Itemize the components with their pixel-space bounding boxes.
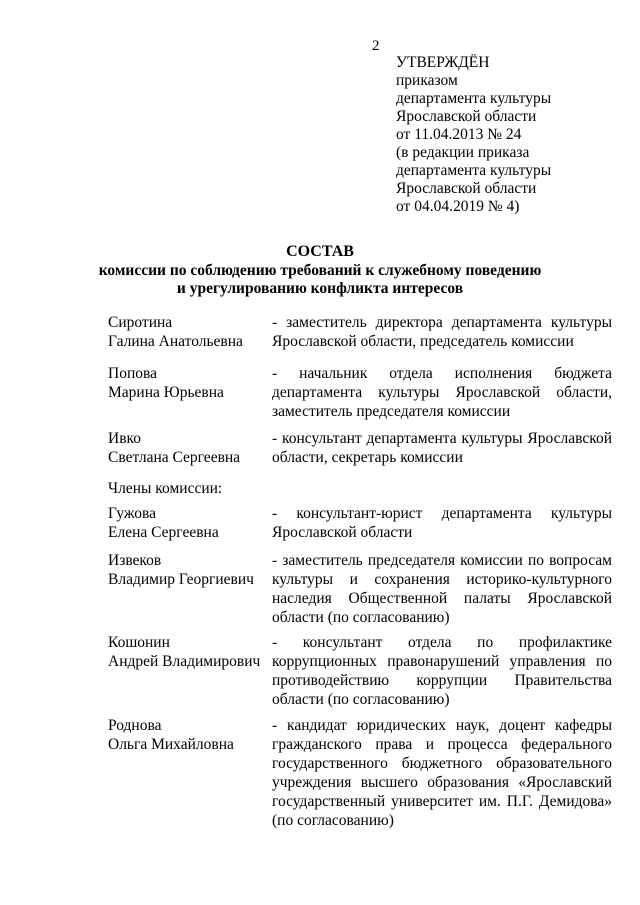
member-surname: Роднова (108, 717, 162, 734)
member-surname: Извеков (108, 552, 162, 569)
approval-line: УТВЕРЖДЁН (396, 54, 490, 71)
member-role: - заместитель председателя комиссии по вопросам культуры и сохранения историко-культурного наследия Общественной палаты Ярославской области (по согласованию) (272, 552, 612, 626)
subtitle-line: и урегулированию конфликта интересов (176, 280, 464, 297)
document-subtitle (80, 262, 560, 298)
member-given-names: Ольга Михайловна (108, 736, 234, 753)
approval-line: департамента культуры (396, 90, 552, 107)
members-heading: Члены комиссии: (108, 480, 223, 497)
member-role: - кандидат юридических наук, доцент кафедры гражданского права и процесса федерального государственного бюджетного образовательного учреждения высшего образования «Ярославский государственный университет им. П.Г. Демидова» (по согласованию) (272, 717, 612, 829)
member-name (108, 716, 268, 754)
page-number: 2 (372, 38, 380, 54)
member-given-names: Елена Сергеевна (108, 524, 219, 541)
member-given-names: Марина Юрьевна (108, 384, 224, 401)
approval-line: приказом (396, 72, 458, 89)
member-surname: Сиротина (108, 314, 173, 331)
member-surname: Попова (108, 365, 157, 382)
approval-block (396, 54, 636, 216)
member-role: - консультант департамента культуры Ярославской области, секретарь комиссии (272, 430, 612, 466)
member-name (108, 429, 268, 467)
member-given-names: Галина Анатольевна (108, 333, 243, 350)
member-given-names: Андрей Владимирович (108, 653, 261, 670)
member-name (108, 551, 268, 589)
member-role: - заместитель директора департамента культуры Ярославской области, председатель комиссии (272, 314, 612, 350)
member-role: - начальник отдела исполнения бюджета департамента культуры Ярославской области, заместитель председателя комиссии (272, 365, 612, 420)
member-role: - консультант отдела по профилактике коррупционных правонарушений управления по противодействию коррупции Правительства области (по согласованию) (272, 634, 612, 708)
approval-line: Ярославской области (396, 180, 537, 197)
member-given-names: Владимир Георгиевич (108, 571, 254, 588)
member-name (108, 504, 268, 542)
approval-line: департамента культуры (396, 162, 552, 179)
document-title: СОСТАВ (286, 243, 354, 260)
member-surname: Гужова (108, 505, 156, 522)
approval-line: от 04.04.2019 № 4) (396, 198, 520, 215)
member-name (108, 633, 268, 671)
member-surname: Ивко (108, 430, 142, 447)
member-name (108, 313, 268, 351)
member-name (108, 364, 268, 402)
approval-line: (в редакции приказа (396, 144, 530, 161)
approval-line: Ярославской области (396, 108, 537, 125)
member-role: - консультант-юрист департамента культуры Ярославской области (272, 505, 612, 541)
member-surname: Кошонин (108, 634, 170, 651)
member-given-names: Светлана Сергеевна (108, 449, 241, 466)
approval-line: от 11.04.2013 № 24 (396, 126, 522, 143)
subtitle-line: комиссии по соблюдению требований к служебному поведению (98, 262, 542, 279)
